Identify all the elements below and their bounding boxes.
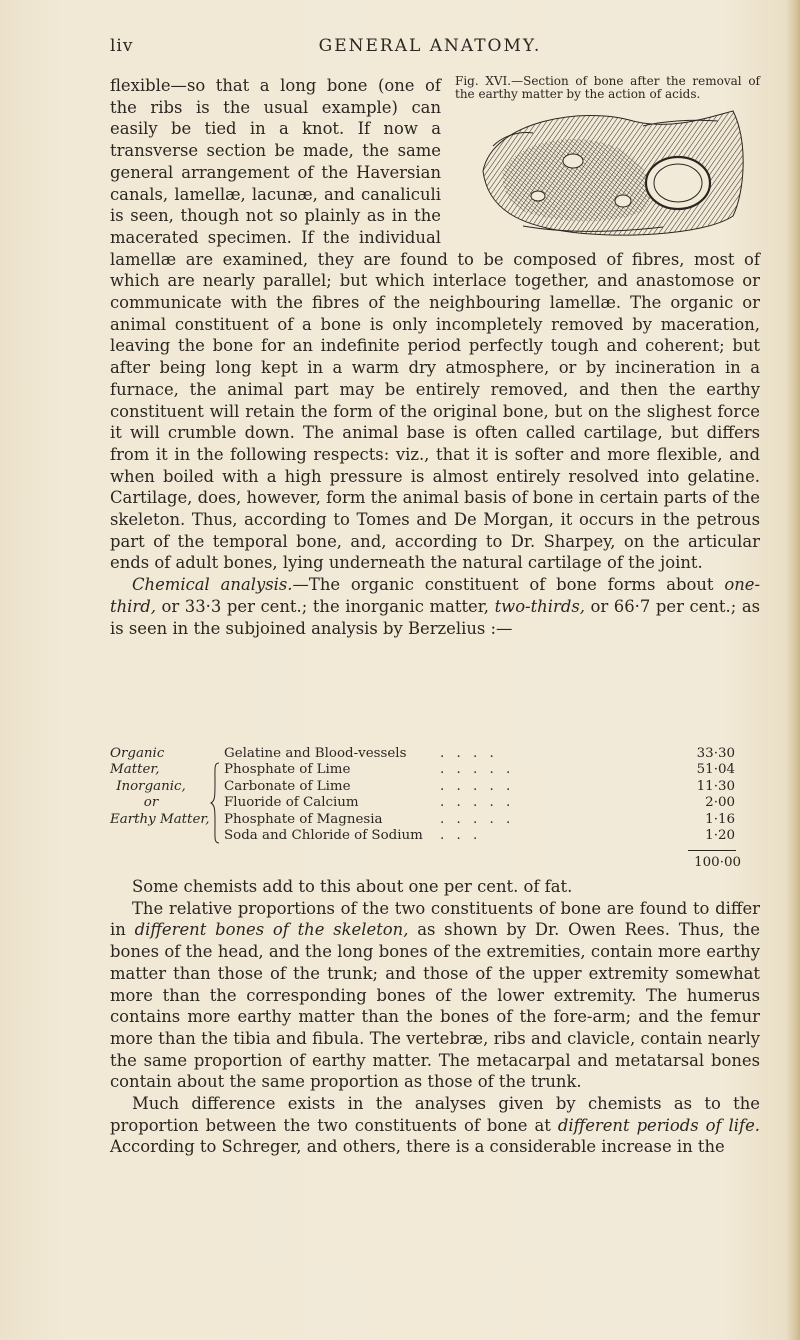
bone-section-illustration [463, 101, 753, 241]
earthy-matter-label: Earthy Matter, [110, 811, 210, 827]
chemical-analysis-heading: Chemical analysis. [132, 575, 293, 595]
page-header [110, 36, 750, 60]
analysis-total: 100·00 [694, 855, 741, 870]
paragraph-fat: Some chemists add to this about one per cent. of fat. [132, 877, 573, 896]
table-row: Soda and Chloride of Sodium . . . 1·20 [224, 827, 735, 843]
table-row: Phosphate of Lime . . . . . 51·04 [224, 762, 735, 778]
paragraph-relative-proportions: The relative proportions of the two constituents of bone are found to differ in different bones of the skeleton, as shown by Dr. Owen Rees. Thus, the bones of the head, and the long bones of the extremities, contain more earthy matter than those of the trunk; and those of the upper extremity somewhat more than the corresponding bones of the lower extremity. The humerus contains more earthy matter than the bones of the fore-arm; and the femur more than the tibia and fibula. The vertebræ, ribs and clavicle, contain nearly the same proportion of earthy matter. The metacarpal and metatarsal bones contain about the same proportion as those of the trunk. [110, 898, 760, 1092]
figure-xvi [455, 75, 760, 241]
brace-glyph [210, 762, 220, 844]
figure-caption: Fig. XVI.—Section of bone after the removal of the earthy matter by the action of acids. [455, 74, 760, 101]
table-row: Earthy Matter, Phosphate of Magnesia . . . . . 1·16 [110, 811, 735, 827]
table-row: Inorganic, Carbonate of Lime . . . . . 11·30 [110, 779, 760, 795]
table-row: Organic Matter, Gelatine and Blood-vessels . . . . 33·30 [110, 746, 735, 778]
main-text-continued [110, 876, 760, 1158]
organic-matter-label: Organic Matter, [110, 746, 165, 778]
table-row: or Fluoride of Calcium . . . . . 2·00 [110, 795, 760, 811]
running-title: GENERAL ANATOMY. [318, 36, 542, 56]
or-label: or [143, 795, 159, 811]
main-text [110, 75, 760, 639]
paragraph-periods-of-life: Much difference exists in the analyses given by chemists as to the proportion between the two constituents of bone at different periods of life. According to Schreger, and others, there is a considerable increase in the [110, 1094, 760, 1157]
total-rule [688, 850, 736, 851]
page-number: liv [110, 36, 134, 56]
paragraph-chemical-analysis: Chemical analysis.—The organic constituent of bone forms about one-third, or 33·3 per cent.; the inorganic matter, two-thirds, or 66·7 per cent.; as is seen in the subjoined analysis by Berzelius :— [110, 575, 760, 638]
paragraph-flexible: flexible—so that a long bone (one of the ribs is the usual example) can easily be tied in a knot. If now a transverse section be made, the same general arrangement of the Haversian canals, lamellæ, lacunæ, and canaliculi is seen, though not so plainly as in the macerated specimen. If the individual lamellæ are examined, they are found to be composed of fibres, most of which are nearly parallel; but which interlace together, and anastomose or communicate with the fibres of the neighbouring lamellæ. The organic or animal constituent of a bone is only incompletely removed by maceration, leaving the bone for an indefinite period perfectly tough and coherent; but after being long kept in a warm dry atmosphere, or by incineration in a furnace, the animal part may be entirely removed, and then the earthy constituent will retain the form of the original bone, but on the slighest force it will crumble down. The animal base is often called cartilage, but differs from it in the following respects: viz., that it is softer and more flexible, and when boiled with a high pressure is almost entirely resolved into gelatine. Cartilage, does, however, form the animal basis of bone in certain parts of the skeleton. Thus, according to Tomes and De Morgan, it occurs in the petrous part of the temporal bone, and, according to Dr. Sharpey, on the articular ends of adult bones, lying underneath the natural cartilage of the joint. [110, 76, 760, 573]
page-edge-shadow [786, 0, 800, 1340]
berzelius-analysis-table [110, 746, 760, 870]
inorganic-label: Inorganic, [116, 778, 186, 794]
